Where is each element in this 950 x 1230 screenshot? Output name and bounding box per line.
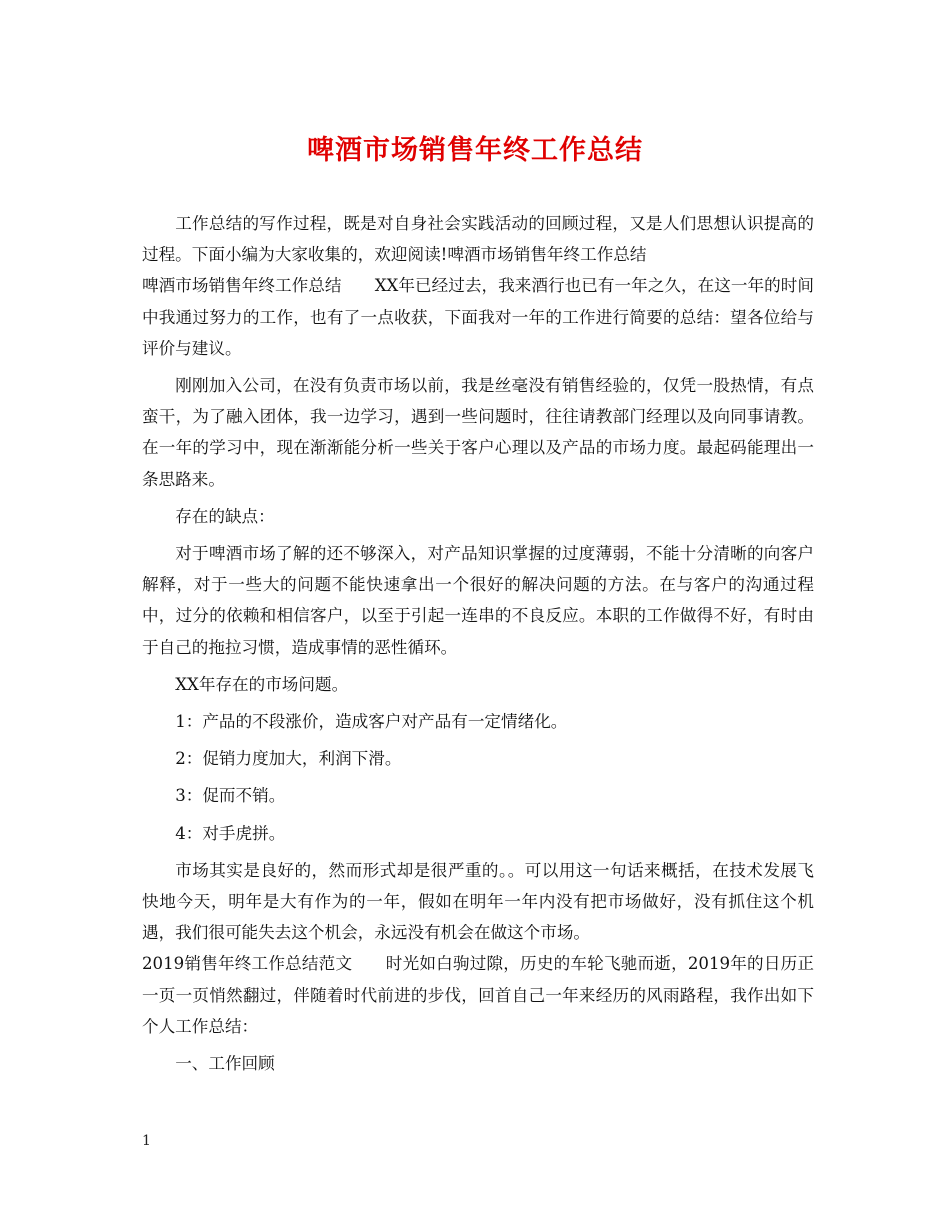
list-item-issue-2: 2：促销力度加大，利润下滑。 — [175, 749, 402, 769]
document-body — [142, 208, 814, 1085]
paragraph-shortcomings-heading: 存在的缺点： — [175, 506, 275, 526]
paragraph-experience: 刚刚加入公司，在没有负责市场以前，我是丝毫没有销售经验的，仅凭一股热情，有点蛮干，为了融入团体，我一边学习，遇到一些问题时，往往请教部门经理以及向同事请教。在一年的学习中，现在渐渐能分析一些关于客户心理以及产品的市场力度。最起码能理出一条思路来。 — [142, 376, 814, 489]
paragraph-second-summary: 2019销售年终工作总结范文 时光如白驹过隙，历史的车轮飞驰而逝，2019年的日历正一页一页悄然翻过，伴随着时代前进的步伐，回首自己一年来经历的风雨路程，我作出如下个人工作总结： — [142, 954, 814, 1036]
list-item-issue-1: 1：产品的不段涨价，造成客户对产品有一定情绪化。 — [175, 712, 568, 732]
page-number: 1 — [142, 1133, 151, 1149]
paragraph-market-outlook: 市场其实是良好的，然而形式却是很严重的。。可以用这一句话来概括，在技术发展飞快地今天，明年是大有作为的一年，假如在明年一年内没有把市场做好，没有抓住这个机遇，我们很可能失去这个机会，永远没有机会在做这个市场。 — [142, 860, 814, 943]
paragraph-market-issues-heading: XX年存在的市场问题。 — [175, 674, 349, 694]
document-title: 啤酒市场销售年终工作总结 — [307, 135, 643, 166]
paragraph-shortcomings: 对于啤酒市场了解的还不够深入，对产品知识掌握的过度薄弱，不能十分清晰的向客户解释，对于一些大的问题不能快速拿出一个很好的解决问题的方法。在与客户的沟通过程中，过分的依赖和相信客户，以至于引起一连串的不良反应。本职的工作做得不好，有时由于自己的拖拉习惯，造成事情的恶性循环。 — [142, 544, 814, 657]
paragraph-intro: 工作总结的写作过程，既是对自身社会实践活动的回顾过程，又是人们思想认识提高的过程。下面小编为大家收集的，欢迎阅读!啤酒市场销售年终工作总结 — [142, 214, 814, 265]
paragraph-opening: 啤酒市场销售年终工作总结 XX年已经过去，我来酒行也已有一年之久，在这一年的时间中我通过努力的工作，也有了一点收获，下面我对一年的工作进行简要的总结：望各位给与评价与建议。 — [142, 276, 814, 358]
list-item-issue-3: 3：促而不销。 — [175, 786, 286, 806]
list-item-issue-4: 4：对手虎拼。 — [175, 823, 286, 843]
section-heading-work-review: 一、工作回顾 — [175, 1054, 275, 1074]
